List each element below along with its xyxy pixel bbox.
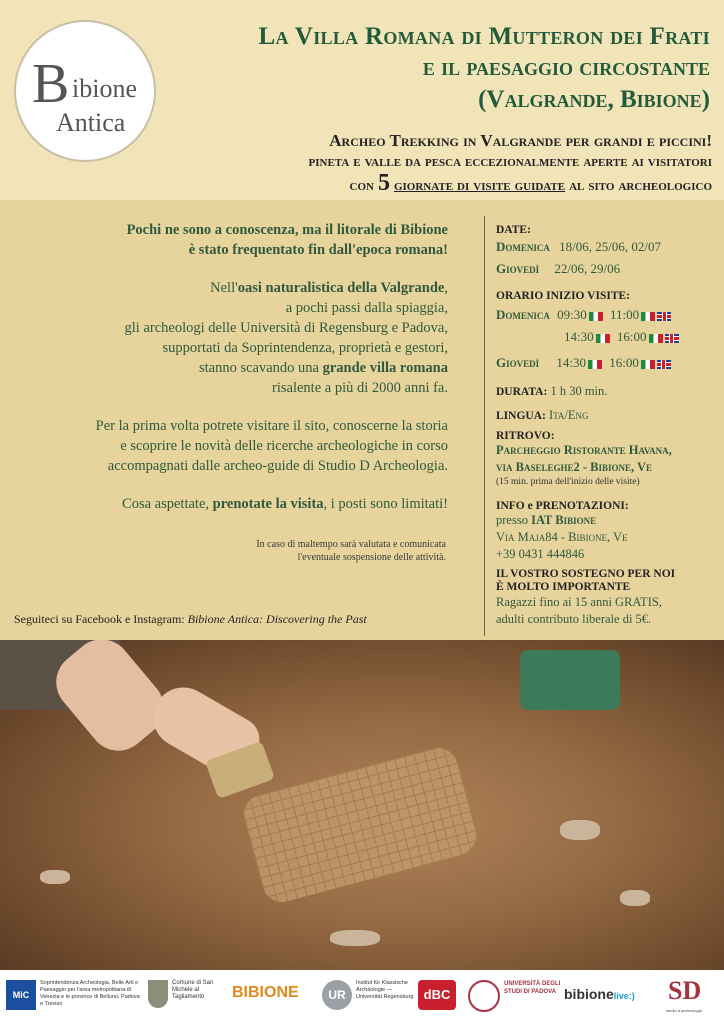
lingua-row (496, 408, 720, 423)
p2-a: Nell' (210, 280, 238, 296)
logo-antica: Antica (56, 108, 126, 137)
column-divider (484, 216, 485, 636)
subtitle-sito: al sito archeologico (569, 177, 712, 194)
photo-stone (330, 930, 380, 946)
note-line-1: In caso di maltempo sarà valutata e comunicata (256, 539, 446, 550)
title-line-1: La Villa Romana di Mutteron dei Frati (258, 23, 710, 50)
comune-text: Comune di San Michele al Tagliamento (172, 980, 214, 1000)
photo-stone (560, 820, 600, 840)
ritrovo-label: RITROVO: (496, 430, 555, 442)
p2-line-4: supportati da Soprintendenza, proprietà e gestori, (162, 340, 448, 356)
p3-line-2: e scoprire le novità delle ricerche archeologiche in corso (120, 438, 448, 454)
p2-villa: grande villa romana (322, 360, 448, 376)
subtitle-line-1: Archeo Trekking in Valgrande per grandi e piccini! (329, 131, 712, 150)
dom-dates-row (496, 236, 720, 258)
italy-flag-icon (588, 360, 602, 369)
logo-ione: ibione (72, 74, 137, 103)
sostegno-line-1: IL VOSTRO SOSTEGNO PER NOI (496, 568, 676, 580)
p2-line-5a: stanno scavando una (198, 360, 319, 376)
lead-line-2: è stato frequentato fin dall'epoca romana! (188, 242, 448, 258)
bibione-live-suffix: live:) (613, 991, 635, 1001)
photo-mosaic (240, 743, 481, 906)
italy-flag-icon (641, 360, 655, 369)
subtitle-line-3 (112, 172, 712, 197)
uk-flag-icon (657, 360, 671, 369)
photo-stone (40, 870, 70, 884)
unipd-text: UNIVERSITÀ DEGLI STUDI DI PADOVA (504, 981, 561, 995)
unipd-seal-icon (468, 980, 500, 1012)
subtitle-five: 5 (377, 170, 390, 196)
durata-label: DURATA: (496, 386, 548, 398)
dom-time-4: 16:00 (616, 329, 647, 344)
ritrovo-line-1: Parcheggio Ristorante Havana, (496, 443, 672, 457)
italy-flag-icon (641, 312, 655, 321)
photo-tool (520, 650, 620, 710)
sponsor-footer (0, 970, 724, 1024)
follow-pre: Seguiteci su Facebook e Instagram: (14, 612, 185, 626)
photo-stone (620, 890, 650, 906)
durata-row (496, 384, 720, 399)
studio-d-text: studio d archeologia (666, 1008, 702, 1013)
dom-time-2: 11:00 (610, 307, 640, 322)
gio-times-row (496, 352, 720, 374)
subtitle-giornate: giornate di visite guidate (393, 177, 566, 194)
dom-label: Domenica (496, 239, 550, 254)
gio-dates-row (496, 258, 720, 280)
info-line-2: Via Maja84 - Bibione, Ve (496, 530, 628, 544)
lead-paragraph (12, 220, 448, 260)
info-presso: presso (496, 513, 528, 527)
description-text (12, 220, 448, 532)
ur-text: Institut für Klassische Archäologie — Universität Regensburg (356, 980, 414, 1000)
gio-time-1: 14:30 (556, 355, 586, 370)
soprintendenza-text: Soprintendenza Archeologia, Belle Arti e Paesaggio per l'area metropolitana di Venezia e le province di Belluno, Padova e Treviso (40, 980, 140, 1007)
bibione-logo: BIBIONE (232, 984, 299, 1001)
p2-line-3: gli archeologi delle Università di Regensburg e Padova, (124, 320, 448, 336)
p2-c: , (444, 280, 448, 296)
p3-line-3: accompagnati dalle archeo-guide di Studio D Archeologia. (107, 458, 448, 474)
weather-note (200, 538, 446, 564)
gio-times-label: Giovedì (496, 355, 540, 370)
bibione-live-word: bibione (564, 986, 614, 1002)
gio-dates: 22/06, 29/06 (554, 261, 621, 276)
studio-d-logo: SD (668, 976, 702, 1005)
dom-time-1: 09:30 (557, 307, 587, 322)
p2-oasi: oasi naturalistica della Valgrande (237, 280, 445, 296)
date-label: DATE: (496, 224, 531, 236)
gio-time-2: 16:00 (609, 355, 639, 370)
dom-times-row-2 (496, 326, 720, 348)
p4-prenotate: prenotate la visita (212, 496, 324, 512)
info-phone: +39 0431 444846 (496, 547, 585, 561)
p2-line-2: a pochi passi dalla spiaggia, (285, 300, 448, 316)
dom-time-3: 14:30 (564, 329, 594, 344)
times-block (496, 290, 720, 374)
italy-flag-icon (649, 334, 663, 343)
header (0, 0, 724, 200)
info-iat: IAT Bibione (531, 513, 597, 527)
booking-paragraph (12, 494, 448, 514)
ur-logo: UR (322, 980, 352, 1010)
title-line-3: (Valgrande, Bibione) (478, 86, 710, 113)
italy-flag-icon (589, 312, 603, 321)
dom-times-row-1 (496, 304, 720, 326)
lingua-value: Ita/Eng (548, 408, 589, 422)
p3-line-1: Per la prima volta potrete visitare il sito, conoscerne la storia (95, 418, 448, 434)
subtitle-block (112, 130, 712, 197)
follow-name: Bibione Antica: Discovering the Past (187, 612, 367, 626)
title-line-2: e il paesaggio circostante (422, 54, 710, 81)
p4-a: Cosa aspettate, (122, 496, 210, 512)
social-follow (14, 612, 367, 627)
note-line-2: l'eventuale sospensione delle attività. (297, 552, 446, 563)
mic-logo: MiC (6, 980, 36, 1010)
lingua-label: LINGUA: (496, 410, 546, 422)
sostegno-line-3: Ragazzi fino ai 15 anni GRATIS, (496, 595, 662, 609)
comune-shield-icon (148, 980, 168, 1008)
subtitle-line-2: pineta e valle da pesca eccezionalmente aperte ai visitatori (308, 153, 712, 170)
p2-line-6: risalente a più di 2000 anni fa. (272, 380, 448, 396)
logo-letter: B (32, 53, 70, 115)
subtitle-con: con (349, 177, 374, 194)
sostegno-line-4: adulti contributo liberale di 5€. (496, 612, 652, 626)
sostegno-block (496, 568, 720, 628)
dates-block (496, 224, 720, 280)
italy-flag-icon (596, 334, 610, 343)
p4-c: , i posti sono limitati! (323, 496, 448, 512)
title-block (170, 22, 710, 116)
dom-times-label: Domenica (496, 307, 550, 322)
sostegno-line-2: È MOLTO IMPORTANTE (496, 581, 631, 593)
uk-flag-icon (657, 312, 671, 321)
bibione-live-logo (564, 986, 635, 1002)
excavation-photo (0, 640, 724, 970)
lead-line-1: Pochi ne sono a conoscenza, ma il litorale di Bibione (126, 222, 448, 238)
uk-flag-icon (665, 334, 679, 343)
villa-paragraph (12, 278, 448, 398)
orario-label: ORARIO INIZIO VISITE: (496, 290, 630, 302)
dbc-logo: dBC (418, 980, 456, 1010)
info-line-1 (496, 512, 720, 529)
visit-paragraph (12, 416, 448, 476)
ritrovo-line-2: via Baseleghe2 - Bibione, Ve (496, 460, 653, 474)
gio-label: Giovedì (496, 261, 540, 276)
durata-value: 1 h 30 min. (550, 384, 608, 398)
ritrovo-line-3: (15 min. prima dell'inizio delle visite) (496, 477, 640, 487)
ritrovo-block (496, 430, 720, 488)
dom-dates: 18/06, 25/06, 02/07 (559, 239, 661, 254)
info-block (496, 500, 720, 563)
info-label: INFO e PRENOTAZIONI: (496, 500, 629, 512)
